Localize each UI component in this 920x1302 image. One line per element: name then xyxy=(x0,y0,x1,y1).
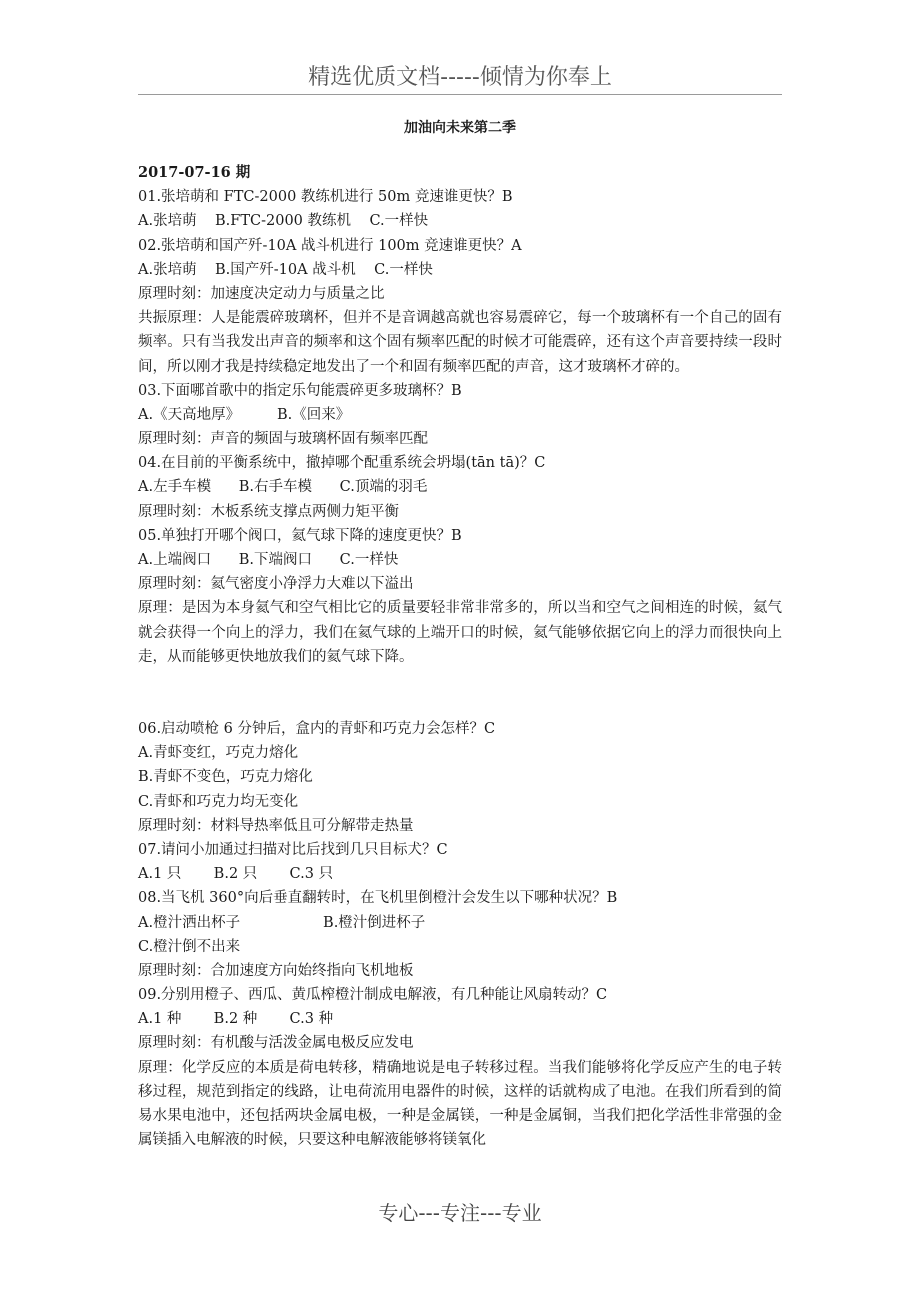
options-04: A.左手车模 B.右手车模 C.顶端的羽毛 xyxy=(138,479,428,496)
question-04: 04.在目前的平衡系统中，撤掉哪个配重系统会坍塌(tān tā)？C xyxy=(138,455,546,472)
resonance-paragraph: 共振原理：人是能震碎玻璃杯，但并不是音调越高就也容易震碎它，每一个玻璃杯有一个自己的固有频率。只有当我发出声音的频率和这个固有频率匹配的时候才可能震碎，还有这个声音要持续一段时间，所以刚才我是持续稳定地发出了一个和固有频率匹配的声音，这才玻璃杯才碎的。 xyxy=(138,310,782,375)
question-02: 02.张培萌和国产歼-10A 战斗机进行 100m 竞速谁更快？A xyxy=(138,237,522,254)
options-09: A.1 种 B.2 种 C.3 种 xyxy=(138,1011,334,1028)
page-footer: 专心---专注---专业 xyxy=(378,1201,542,1225)
question-01: 01.张培萌和 FTC-2000 教练机进行 50m 竞速谁更快？B xyxy=(138,189,513,206)
page-header: 精选优质文档-----倾情为你奉上 xyxy=(308,65,612,90)
question-09: 09.分别用橙子、西瓜、黄瓜榨橙汁制成电解液，有几种能让风扇转动？C xyxy=(138,987,608,1004)
principle-05: 原理时刻：氦气密度小净浮力大难以下溢出 xyxy=(138,576,414,593)
battery-paragraph: 原理：化学反应的本质是荷电转移，精确地说是电子转移过程。当我们能够将化学反应产生的电子转移过程，规范到指定的线路，让电荷流用电器件的时候，这样的话就构成了电池。在我们所看到的简易水果电池中，还包括两块金属电极，一种是金属镁，一种是金属铜，当我们把化学活性非常强的金属镁插入电解液的时候，只要这种电解液能够将镁氧化 xyxy=(138,1059,782,1149)
question-03: 03.下面哪首歌中的指定乐句能震碎更多玻璃杯？B xyxy=(138,382,462,399)
question-05: 05.单独打开哪个阀口，氦气球下降的速度更快？B xyxy=(138,527,462,544)
principle-04: 原理时刻：木板系统支撑点两侧力矩平衡 xyxy=(138,503,399,520)
options-07: A.1 只 B.2 只 C.3 只 xyxy=(138,866,334,883)
header-divider xyxy=(138,94,782,95)
principle-09: 原理时刻：有机酸与活泼金属电极反应发电 xyxy=(138,1035,414,1052)
principle-08: 原理时刻：合加速度方向始终指向飞机地板 xyxy=(138,962,414,979)
document-body xyxy=(138,161,782,1152)
option-08-c: C.橙汁倒不出来 xyxy=(138,938,241,955)
option-06-b: B.青虾不变色，巧克力熔化 xyxy=(138,769,313,786)
principle-06: 原理时刻：材料导热率低且可分解带走热量 xyxy=(138,817,414,834)
principle-03: 原理时刻：声音的频固与玻璃杯固有频率匹配 xyxy=(138,431,428,448)
question-07: 07.请问小加通过扫描对比后找到几只目标犬？C xyxy=(138,841,448,858)
option-06-c: C.青虾和巧克力均无变化 xyxy=(138,793,299,810)
question-06: 06.启动喷枪 6 分钟后，盒内的青虾和巧克力会怎样？C xyxy=(138,721,496,738)
helium-paragraph: 原理：是因为本身氦气和空气相比它的质量要轻非常非常多的，所以当和空气之间相连的时候，氦气就会获得一个向上的浮力，我们在氦气球的上端开口的时候，氦气能够依据它向上的浮力而很快向上走，从而能够更快地放我们的氦气球下降。 xyxy=(138,600,782,665)
options-03: A.《天高地厚》 B.《回来》 xyxy=(138,406,351,423)
document-title: 加油向未来第二季 xyxy=(404,120,516,136)
options-05: A.上端阀口 B.下端阀口 C.一样快 xyxy=(138,552,399,569)
options-08-ab: A.橙汁洒出杯子 B.橙汁倒进杯子 xyxy=(138,914,426,931)
episode-date: 2017-07-16 期 xyxy=(138,164,251,181)
options-02: A.张培萌 B.国产歼-10A 战斗机 C.一样快 xyxy=(138,261,433,278)
blank-gap xyxy=(138,669,782,717)
principle-02: 原理时刻：加速度决定动力与质量之比 xyxy=(138,285,385,302)
option-06-a: A.青虾变红，巧克力熔化 xyxy=(138,745,299,762)
options-01: A.张培萌 B.FTC-2000 教练机 C.一样快 xyxy=(138,213,429,230)
question-08: 08.当飞机 360°向后垂直翻转时，在飞机里倒橙汁会发生以下哪种状况？B xyxy=(138,890,618,907)
